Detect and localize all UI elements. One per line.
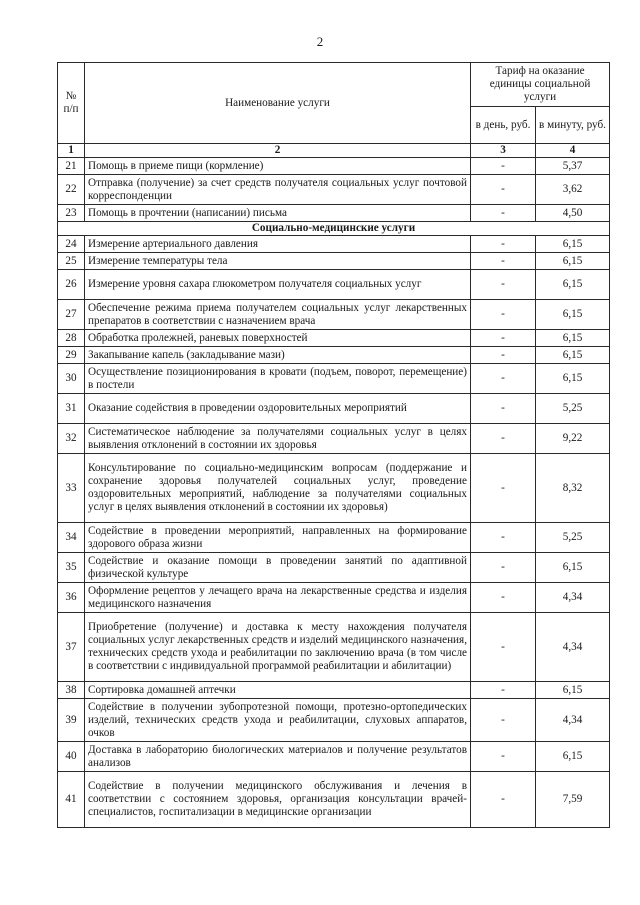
row-number: 36 [58,583,85,613]
row-number: 33 [58,454,85,523]
tariff-per-day: - [471,699,536,742]
row-number: 27 [58,300,85,330]
service-name: Содействие и оказание помощи в проведении занятий по адаптивной физической культуре [85,553,471,583]
service-name: Содействие в получении медицинского обслуживания и лечения в соответствии с состоянием здоровья, организация консультации врачей-специалистов, госпитализации в медицинские организации [85,772,471,828]
tariff-per-minute: 5,25 [536,523,610,553]
tariff-per-minute: 4,50 [536,205,610,222]
tariff-per-minute: 8,32 [536,454,610,523]
tariff-per-day: - [471,553,536,583]
tariff-per-day: - [471,158,536,175]
service-name: Содействие в получении зубопротезной помощи, протезно-ортопедических изделий, технических средств ухода и реабилитации, слуховых аппаратов, очков [85,699,471,742]
service-name: Измерение уровня сахара глюкометром получателя социальных услуг [85,270,471,300]
section-title: Социально-медицинские услуги [58,222,610,236]
tariff-per-minute: 6,15 [536,553,610,583]
table-row [58,347,610,364]
table-row [58,454,610,523]
table-row [58,205,610,222]
service-name: Измерение температуры тела [85,253,471,270]
tariff-per-day: - [471,205,536,222]
tariff-per-day: - [471,347,536,364]
row-number: 37 [58,613,85,682]
service-name: Консультирование по социально-медицинским вопросам (поддержание и сохранение здоровья получателей социальных услуг, проведение оздоровительных мероприятий, наблюдение за получателями социальных услуг в целях выявления отклонений в состоянии их здоровья) [85,454,471,523]
tariff-per-day: - [471,523,536,553]
section-row [58,222,610,236]
tariff-per-day: - [471,270,536,300]
row-number: 26 [58,270,85,300]
header-num: № п/п [58,63,85,144]
table-row [58,364,610,394]
column-number: 2 [85,144,471,158]
row-number: 38 [58,682,85,699]
table-row [58,270,610,300]
tariff-per-day: - [471,300,536,330]
row-number: 22 [58,175,85,205]
tariff-per-day: - [471,253,536,270]
page-number: 2 [316,34,324,49]
table-row [58,394,610,424]
table-row [58,523,610,553]
service-name: Оказание содействия в проведении оздоровительных мероприятий [85,394,471,424]
service-name: Отправка (получение) за счет средств получателя социальных услуг почтовой корреспонденции [85,175,471,205]
tariff-per-minute: 7,59 [536,772,610,828]
row-number: 40 [58,742,85,772]
service-name: Содействие в проведении мероприятий, направленных на формирование здорового образа жизни [85,523,471,553]
tariff-per-minute: 6,15 [536,253,610,270]
row-number: 39 [58,699,85,742]
row-number: 41 [58,772,85,828]
table-row [58,300,610,330]
tariff-per-day: - [471,772,536,828]
tariff-per-minute: 9,22 [536,424,610,454]
column-number: 1 [58,144,85,158]
column-number: 4 [536,144,610,158]
column-number: 3 [471,144,536,158]
tariff-per-day: - [471,682,536,699]
service-name: Сортировка домашней аптечки [85,682,471,699]
service-name: Оформление рецептов у лечащего врача на лекарственные средства и изделия медицинского назначения [85,583,471,613]
service-name: Систематическое наблюдение за получателями социальных услуг в целях выявления отклонений в состоянии их здоровья [85,424,471,454]
row-number: 31 [58,394,85,424]
tariff-per-minute: 6,15 [536,270,610,300]
row-number: 23 [58,205,85,222]
row-number: 25 [58,253,85,270]
tariff-per-minute: 4,34 [536,583,610,613]
table-row [58,253,610,270]
tariff-per-minute: 6,15 [536,347,610,364]
table-row [58,236,610,253]
tariff-per-day: - [471,364,536,394]
row-number: 28 [58,330,85,347]
tariff-per-minute: 6,15 [536,742,610,772]
table-row [58,158,610,175]
tariff-per-minute: 6,15 [536,236,610,253]
row-number: 34 [58,523,85,553]
tariff-per-minute: 6,15 [536,300,610,330]
tariff-per-minute: 5,25 [536,394,610,424]
service-name: Приобретение (получение) и доставка к месту нахождения получателя социальных услуг лекарственных средств и изделий медицинского назначения, технических средств ухода и реабилитации по заключению врача (в том числе в соответствии с индивидуальной программой реабилитации и абилитации) [85,613,471,682]
service-name: Обеспечение режима приема получателем социальных услуг лекарственных препаратов в соответствии с назначением врача [85,300,471,330]
tariff-per-day: - [471,583,536,613]
row-number: 30 [58,364,85,394]
row-number: 29 [58,347,85,364]
tariff-per-day: - [471,613,536,682]
tariff-per-day: - [471,330,536,347]
tariff-table [57,62,610,828]
table-row [58,330,610,347]
tariff-per-minute: 6,15 [536,682,610,699]
table-row [58,583,610,613]
service-name: Закапывание капель (закладывание мази) [85,347,471,364]
row-number: 24 [58,236,85,253]
tariff-per-minute: 6,15 [536,364,610,394]
row-number: 32 [58,424,85,454]
service-name: Обработка пролежней, раневых поверхностей [85,330,471,347]
service-name: Доставка в лабораторию биологических материалов и получение результатов анализов [85,742,471,772]
tariff-per-minute: 4,34 [536,699,610,742]
tariff-per-minute: 3,62 [536,175,610,205]
table-row [58,175,610,205]
table-row [58,553,610,583]
table-row [58,424,610,454]
table-row [58,613,610,682]
tariff-per-day: - [471,742,536,772]
header-per-day: в день, руб. [471,107,536,144]
service-name: Измерение артериального давления [85,236,471,253]
tariff-per-minute: 6,15 [536,330,610,347]
tariff-per-minute: 4,34 [536,613,610,682]
row-number: 35 [58,553,85,583]
table-row [58,682,610,699]
header-tariff: Тариф на оказание единицы социальной услуги [471,63,610,107]
service-name: Помощь в прочтении (написании) письма [85,205,471,222]
service-name: Осуществление позиционирования в кровати (подъем, поворот, перемещение) в постели [85,364,471,394]
tariff-per-day: - [471,175,536,205]
table-row [58,699,610,742]
header-per-minute: в минуту, руб. [536,107,610,144]
tariff-per-day: - [471,424,536,454]
table-row [58,772,610,828]
table-row [58,742,610,772]
header-row [58,63,610,107]
tariff-per-day: - [471,236,536,253]
column-numbers-row [58,144,610,158]
header-service-name: Наименование услуги [85,63,471,144]
row-number: 21 [58,158,85,175]
tariff-per-day: - [471,454,536,523]
service-name: Помощь в приеме пищи (кормление) [85,158,471,175]
tariff-per-minute: 5,37 [536,158,610,175]
tariff-per-day: - [471,394,536,424]
